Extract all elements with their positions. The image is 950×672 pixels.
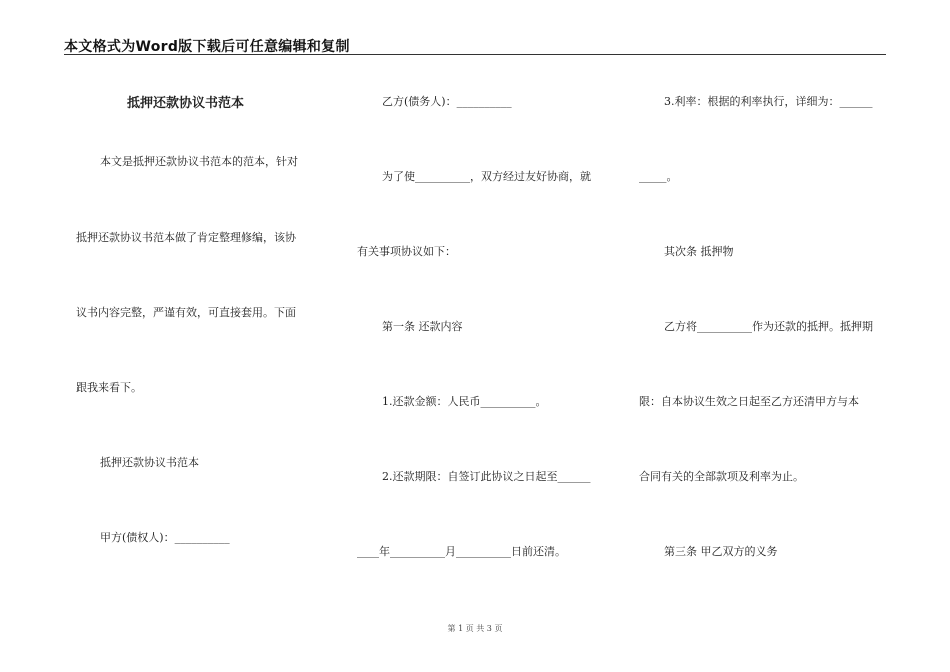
paragraph-line: 1.还款金额：人民币__________。 [382,395,547,408]
paragraph-line: 甲方(债权人)：__________ [100,531,230,544]
document-header [64,36,886,55]
section-heading: 其次条 抵押物 [664,245,734,258]
section-heading: 第一条 还款内容 [382,320,463,333]
paragraph-line: _____。 [639,170,678,183]
paragraph-line: 有关事项协议如下： [357,245,456,258]
paragraph-line: 3.利率：根据的利率执行，详细为：______ [664,95,873,108]
paragraph-line: 为了使__________，双方经过友好协商，就 [382,170,591,183]
paragraph-line: 抵押还款协议书范本 [100,456,199,469]
paragraph-line: 跟我来看下。 [76,381,142,394]
paragraph-line: 2.还款期限：自签订此协议之日起至______ [382,470,591,483]
paragraph-line: 本文是抵押还款协议书范本的范本，针对 [100,155,298,168]
paragraph-line: 乙方(债务人)：__________ [382,95,512,108]
page-footer [0,623,950,634]
paragraph-line: 议书内容完整，严谨有效，可直接套用。下面 [76,306,296,319]
paragraph-line: 乙方将__________作为还款的抵押。抵押期 [664,320,873,333]
paragraph-line: 限：自本协议生效之日起至乙方还清甲方与本 [639,395,859,408]
section-heading: 第三条 甲乙双方的义务 [664,545,778,558]
format-banner: 本文格式为Word版下载后可任意编辑和复制 [64,39,350,55]
paragraph-line: 抵押还款协议书范本做了肯定整理修编，该协 [76,231,296,244]
page-number: 第 1 页 共 3 页 [447,624,503,633]
paragraph-line: ____年__________月__________日前还清。 [357,545,566,558]
paragraph-line: 合同有关的全部款项及利率为止。 [639,470,804,483]
document-title: 抵押还款协议书范本 [127,96,245,111]
